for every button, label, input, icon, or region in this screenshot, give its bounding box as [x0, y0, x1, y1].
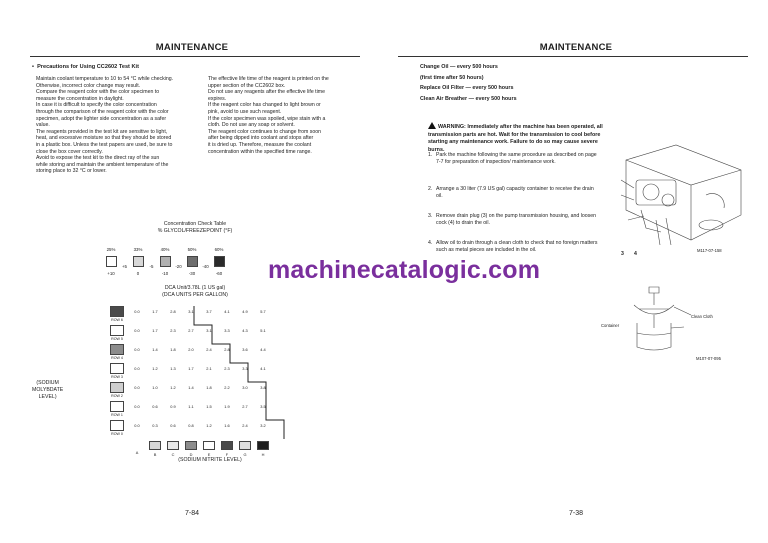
dca-cell: 1.6 [224, 423, 230, 428]
dca-cell: 4.4 [260, 347, 266, 352]
dca-cell: 0.0 [134, 347, 140, 352]
column-label [146, 441, 164, 457]
swatch-temperature: -60 [215, 271, 223, 276]
clean-cloth-label: Clean Cloth [691, 314, 713, 319]
dca-cell: 2.3 [170, 328, 176, 333]
dca-cell: 5.7 [260, 309, 266, 314]
dca-cell: 2.8 [224, 347, 230, 352]
step-number: 1. [428, 152, 433, 158]
swatch-temperature: -40 [202, 264, 209, 269]
column-label-text: A [135, 450, 139, 455]
dca-cell: 3.5 [260, 404, 266, 409]
precautions-column-1: Maintain coolant temperature to 10 to 54 °C while checking. Otherwise, incorrect color change may result. Compare the reagent color with the color specimen to measure the concentration in daylight. In case it is difficult to specify the color concentration through the comparison of the reagent color with the color specimen, adopt the lighter side concentration as a safer value. The reagents provided in the test kit are sensitive to light, heat, and excessive moisture so that they should be stored in a plastic box. Unless the test papers are used, be sure to close the box cover correctly. Avoid to expose the test kit to the direct ray of the sun while storing and maintain the ambient temperature of the storing place to 32 °C or lower. [36, 76, 174, 175]
column-color-swatch [239, 441, 251, 450]
step-number: 4. [428, 240, 433, 246]
row-color-swatch [110, 325, 124, 336]
column-label-text: E [207, 452, 211, 457]
dca-cell: 0.8 [188, 423, 194, 428]
figure-1-id: M117-07-158 [697, 248, 722, 253]
row-label-text: ROW 1 [111, 413, 123, 417]
column-label [254, 441, 272, 457]
container-label: Container [601, 323, 620, 328]
column-label [164, 441, 182, 457]
step-text: Park the machine following the same procedure as described on page 7-7 for preparation of inspection/ maintenance work. [436, 152, 597, 165]
row-color-swatch [110, 363, 124, 374]
dca-cell: 3.7 [206, 309, 212, 314]
column-label-text: B [153, 452, 157, 457]
swatch-percent: 33% [133, 247, 143, 252]
dca-cell: 4.1 [224, 309, 230, 314]
left-header-title: MAINTENANCE [155, 42, 229, 53]
dca-boundary-line [194, 306, 284, 439]
warning-icon [428, 122, 436, 129]
row-label [108, 363, 126, 379]
dca-cell: 2.2 [224, 385, 230, 390]
swatch-percent: 50% [187, 247, 197, 252]
dca-cell: 3.1 [188, 309, 194, 314]
precautions-column-2: The effective life time of the reagent is printed on the upper section of the CC2602 box. Do not use any reagents after the effective life time expires. If the reagent color has changed to light brown or pink, avoid to use such reagent. If the color specimen was spoiled, wipe stain with a cloth. Do not use any soap or solvent. The reagent color continues to change from soon after being dipped into coolant and stops after it is dried up. Therefore, measure the coolant concentration within the specified time range. [208, 76, 329, 155]
dca-cell: 0.0 [134, 385, 140, 390]
dca-cell: 1.2 [170, 385, 176, 390]
dca-cell: 1.8 [206, 385, 212, 390]
dca-cell: 0.0 [134, 309, 140, 314]
maintenance-intervals [420, 62, 517, 104]
row-label [108, 382, 126, 398]
callout-3: 3 [621, 251, 624, 257]
dca-cell: 2.7 [242, 404, 248, 409]
swatch-percent: 25% [106, 247, 116, 252]
column-label [236, 441, 254, 457]
column-label [182, 441, 200, 457]
row-label [108, 325, 126, 341]
left-header-rule [30, 56, 360, 57]
dca-cell: 4.1 [260, 366, 266, 371]
dca-cell: 1.1 [188, 404, 194, 409]
warning-text: WARNING: Immediately after the machine has been operated, all transmission parts are hot. Wait for the transmission to cool before starting any maintenance work. Failure to do so may cause severe burns. [428, 124, 603, 153]
sodium-molybdate-label: (SODIUM MOLYBDATE LEVEL) [32, 380, 64, 400]
dca-cell: 3.1 [206, 328, 212, 333]
dca-cell: 0.0 [134, 366, 140, 371]
bullet-icon: • [32, 64, 38, 70]
row-color-swatch [110, 344, 124, 355]
dca-cell: 1.2 [152, 366, 158, 371]
column-label [218, 441, 236, 457]
step-text: Allow oil to drain through a clean cloth to check that no foreign matters such as metal pieces are included in the oil. [436, 240, 598, 253]
swatch-percent: 60% [214, 247, 224, 252]
concentration-table-title [120, 221, 270, 235]
row-label-text: ROW 2 [111, 394, 123, 398]
glycol-swatch [208, 247, 230, 276]
watermark: machinecatalogic.com [268, 256, 541, 284]
interval-oil-filter: Replace Oil Filter — every 500 hours [420, 85, 514, 91]
swatch-percent: 40% [160, 247, 170, 252]
dca-cell: 0.0 [134, 423, 140, 428]
dca-cell: 0.0 [134, 328, 140, 333]
row-label-text: ROW 3 [111, 375, 123, 379]
dca-cell: 1.9 [224, 404, 230, 409]
dca-cell: 0.9 [170, 404, 176, 409]
concentration-title: Concentration Check Table [163, 221, 227, 227]
row-label-text: ROW 5 [111, 337, 123, 341]
row-label [108, 306, 126, 322]
swatch-temperature: -5 [149, 264, 154, 269]
dca-cell: 2.3 [224, 366, 230, 371]
dca-cell: 1.7 [152, 328, 158, 333]
swatch-temperature: -10 [161, 271, 169, 276]
dca-cell: 2.7 [188, 328, 194, 333]
step-text: Arrange a 30 liter (7.9 US gal) capacity container to receive the drain oil. [436, 186, 594, 199]
column-color-swatch [221, 441, 233, 450]
column-label-text: D [189, 452, 193, 457]
sodium-nitrite-label: (SODIUM NITRITE LEVEL) [178, 457, 242, 463]
row-label [108, 344, 126, 360]
dca-cell: 0.6 [170, 423, 176, 428]
row-label-text: ROW 4 [111, 356, 123, 360]
column-color-swatch [257, 441, 269, 450]
row-color-swatch [110, 401, 124, 412]
transmission-illustration [616, 140, 746, 250]
dca-table-title [140, 285, 250, 299]
left-page-number: 7-84 [184, 510, 199, 517]
interval-change-oil: Change Oil — every 500 hours [420, 64, 498, 70]
dca-cell: 5.1 [260, 328, 266, 333]
figure-2-id: M107-07-095 [696, 356, 721, 361]
column-label-text: H [261, 452, 265, 457]
dca-cell: 2.0 [188, 347, 194, 352]
row-color-swatch [110, 306, 124, 317]
interval-first-time: (first time after 50 hours) [420, 74, 484, 81]
swatch-temperature: +5 [121, 264, 127, 269]
dca-cell: 3.6 [242, 347, 248, 352]
dca-cell: 1.8 [170, 347, 176, 352]
dca-cell: 0.0 [134, 404, 140, 409]
column-label [128, 441, 146, 455]
column-color-swatch [167, 441, 179, 450]
dca-cell: 1.2 [206, 423, 212, 428]
row-color-swatch [110, 382, 124, 393]
dca-cell: 0.6 [152, 404, 158, 409]
dca-cell: 3.2 [260, 423, 266, 428]
step-number: 3. [428, 213, 433, 219]
concentration-subtitle: % GLYCOL/FREEZEPOINT (°F) [157, 228, 233, 235]
dca-cell: 3.0 [242, 385, 248, 390]
row-label-text: ROW 0 [111, 432, 123, 436]
swatch-temperature: +10 [107, 271, 115, 276]
dca-cell: 1.5 [206, 404, 212, 409]
column-label-text: C [171, 452, 175, 457]
dca-cell: 1.3 [170, 366, 176, 371]
swatch-temperature: -30 [188, 271, 196, 276]
dca-cell: 2.8 [170, 309, 176, 314]
row-color-swatch [110, 420, 124, 431]
swatch-temperature: 0 [136, 271, 140, 276]
dca-cell: 3.3 [242, 366, 248, 371]
dca-cell: 1.7 [152, 309, 158, 314]
dca-cell: 0.3 [152, 423, 158, 428]
step-text: Remove drain plug (3) on the pump transmission housing, and loosen cock (4) to drain the oil. [436, 213, 597, 226]
dca-cell: 1.4 [152, 347, 158, 352]
interval-air-breather: Clean Air Breather — every 500 hours [420, 95, 517, 102]
dca-cell: 2.4 [242, 423, 248, 428]
dca-cell: 1.0 [152, 385, 158, 390]
dca-cell: 4.9 [242, 309, 248, 314]
column-label-text: F [225, 452, 229, 457]
right-header-rule [398, 56, 748, 57]
column-label [200, 441, 218, 457]
dca-title: DCA Unit/3.78L (1 US gal) [164, 285, 226, 291]
callout-4: 4 [634, 251, 637, 257]
row-label [108, 420, 126, 436]
dca-subtitle: (DCA UNITS PER GALLON) [162, 292, 228, 299]
column-color-swatch [132, 441, 142, 448]
warning-block [428, 122, 613, 154]
row-label [108, 401, 126, 417]
right-header-title: MAINTENANCE [539, 42, 613, 53]
dca-cell: 3.3 [224, 328, 230, 333]
column-color-swatch [185, 441, 197, 450]
swatch-temperature: -20 [175, 264, 182, 269]
dca-cell: 4.3 [242, 328, 248, 333]
column-label-text: G [243, 452, 247, 457]
section-title [32, 64, 139, 70]
dca-cell: 2.4 [206, 347, 212, 352]
step-number: 2. [428, 186, 433, 192]
row-label-text: ROW 6 [111, 318, 123, 322]
section-title-text: Precautions for Using CC2602 Test Kit [37, 64, 139, 70]
dca-cell: 3.8 [260, 385, 266, 390]
column-color-swatch [203, 441, 215, 450]
dca-cell: 1.4 [188, 385, 194, 390]
dca-cell: 1.7 [188, 366, 194, 371]
dca-cell: 2.1 [206, 366, 212, 371]
swatch-color [214, 256, 225, 267]
right-page-number: 7-38 [568, 510, 583, 517]
column-color-swatch [149, 441, 161, 450]
